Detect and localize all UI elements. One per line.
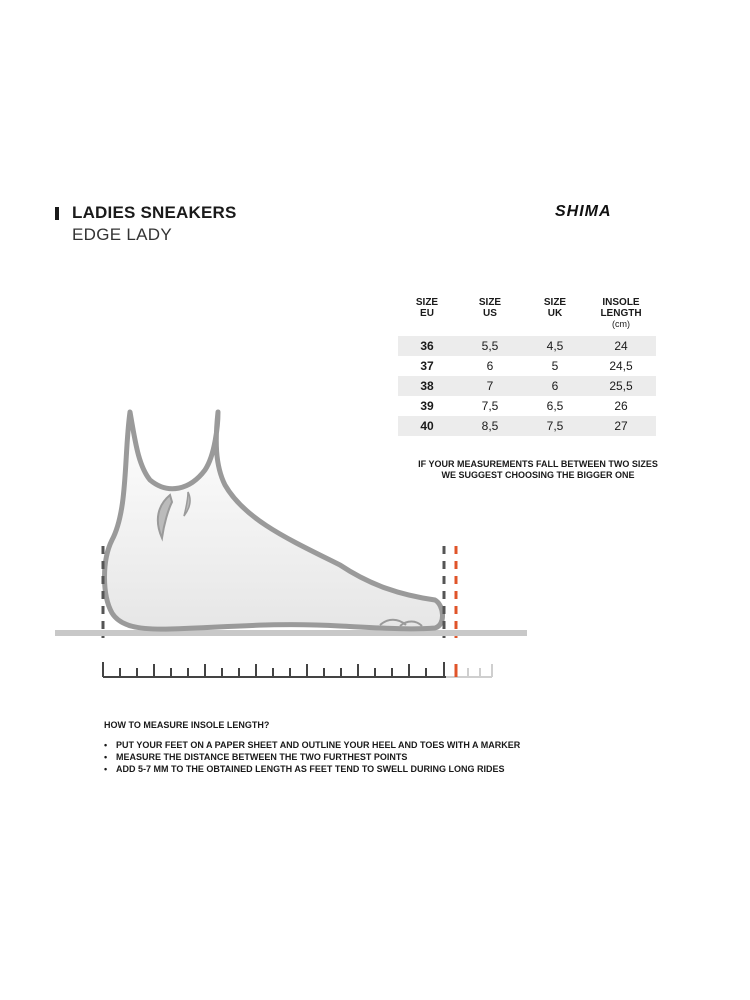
list-item: • PUT YOUR FEET ON A PAPER SHEET AND OUTLINE YOUR HEEL AND TOES WITH A MARKER (104, 739, 664, 751)
cell-eu: 40 (398, 416, 456, 436)
cell-us: 6 (486, 359, 494, 373)
table-row (398, 356, 656, 376)
header-size-us: SIZE US (478, 297, 502, 319)
header-size-uk: SIZE UK (543, 297, 567, 319)
cell-eu: 39 (420, 399, 434, 413)
floor-line (55, 630, 527, 636)
note-line-2: WE SUGGEST CHOOSING THE BIGGER ONE (441, 470, 635, 480)
how-to-title: HOW TO MEASURE INSOLE LENGTH? (104, 720, 270, 730)
header-size-eu: SIZE EU (415, 297, 439, 319)
ruler (103, 662, 492, 677)
cell-uk: 4,5 (524, 336, 586, 356)
note-line-1: IF YOUR MEASUREMENTS FALL BETWEEN TWO SIZES (418, 459, 658, 469)
cell-uk: 6 (524, 376, 586, 396)
title-accent-bar (55, 207, 59, 220)
list-item: • ADD 5-7 MM TO THE OBTAINED LENGTH AS FEET TEND TO SWELL DURING LONG RIDES (104, 763, 664, 775)
cell-eu: 36 (398, 336, 456, 356)
cell-us: 5,5 (456, 336, 524, 356)
cell-insole: 27 (586, 416, 656, 436)
cell-us: 7,5 (481, 399, 499, 413)
brand-logo-text: SHIMA (555, 203, 612, 220)
cell-uk: 5 (551, 359, 559, 373)
table-row (398, 376, 656, 396)
table-row (398, 336, 656, 356)
cell-uk: 6,5 (546, 399, 564, 413)
header-insole-length: INSOLE LENGTH (cm) (600, 297, 642, 329)
cell-us: 8,5 (456, 416, 524, 436)
page-subtitle: EDGE LADY (72, 225, 173, 244)
cell-insole: 24,5 (609, 359, 633, 373)
cell-insole: 26 (614, 399, 628, 413)
list-item: • MEASURE THE DISTANCE BETWEEN THE TWO FURTHEST POINTS (104, 751, 664, 763)
cell-eu: 37 (420, 359, 434, 373)
how-to-measure-section (104, 720, 664, 775)
foot-measurement-diagram (50, 400, 540, 690)
size-table-header (398, 297, 656, 336)
page-title: LADIES SNEAKERS (72, 203, 237, 222)
cell-insole: 25,5 (586, 376, 656, 396)
cell-eu: 38 (398, 376, 456, 396)
how-to-list (104, 739, 664, 775)
brand-logo (555, 203, 680, 223)
cell-uk: 7,5 (524, 416, 586, 436)
cell-us: 7 (456, 376, 524, 396)
cell-insole: 24 (586, 336, 656, 356)
foot-outline (105, 412, 443, 629)
